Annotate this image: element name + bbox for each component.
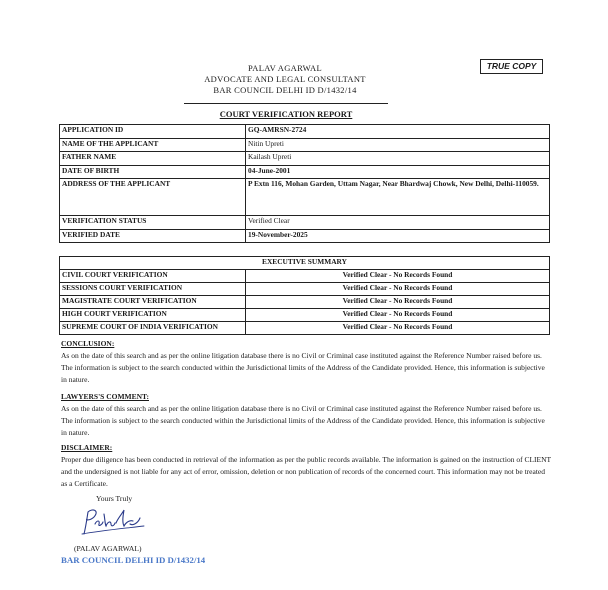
court-label: CIVIL COURT VERIFICATION [60, 270, 246, 283]
table-row [60, 179, 550, 216]
court-status: Verified Clear - No Records Found [246, 322, 550, 335]
true-copy-stamp: TRUE COPY [480, 59, 543, 74]
field-value: 04-June-2001 [246, 165, 550, 179]
field-value: Nitin Upreti [246, 138, 550, 152]
signature-icon [78, 504, 150, 540]
advocate-role: ADVOCATE AND LEGAL CONSULTANT [204, 74, 366, 84]
table-row [60, 309, 550, 322]
table-row [60, 322, 550, 335]
court-status: Verified Clear - No Records Found [246, 296, 550, 309]
field-value: Verified Clear [246, 216, 550, 230]
court-status: Verified Clear - No Records Found [246, 270, 550, 283]
lawyers-comment-text: As on the date of this search and as per the online litigation database there is no Civil or Criminal case instituted against the Reference Number raised before us. The information is subject to the search conducted within the Jurisdictional limits of the Address of the Candidate provided. Hence, this information is subjective in nature. [61, 404, 545, 437]
table-row [60, 270, 550, 283]
summary-heading: EXECUTIVE SUMMARY [60, 257, 550, 270]
field-label: DATE OF BIRTH [60, 165, 246, 179]
table-row [60, 152, 550, 166]
field-label: FATHER NAME [60, 152, 246, 166]
executive-summary-table [59, 256, 550, 335]
conclusion-text: As on the date of this search and as per the online litigation database there is no Civil or Criminal case instituted against the Reference Number raised before us. The information is subject to the search conducted within the Jurisdictional limits of the Address of the Candidate provided. Hence, this information is subjective in nature. [61, 351, 545, 384]
signatory-name: (PALAV AGARWAL) [74, 544, 142, 553]
bar-council-id: BAR COUNCIL DELHI ID D/1432/14 [213, 85, 357, 95]
field-value: 19-November-2025 [246, 229, 550, 243]
field-value: Kailash Upreti [246, 152, 550, 166]
applicant-details-table [59, 124, 550, 243]
table-row [60, 283, 550, 296]
table-row [60, 229, 550, 243]
court-status: Verified Clear - No Records Found [246, 283, 550, 296]
court-status: Verified Clear - No Records Found [246, 309, 550, 322]
field-value: P Extn 116, Mohan Garden, Uttam Nagar, Near Bhardwaj Chowk, New Delhi, Delhi-110059. [246, 179, 550, 216]
disclaimer-text: Proper due diligence has been conducted in retrieval of the information as per the public records available. The information is gained on the instruction of CLIENT and the undersigned is not liable for any act of error, omission, deletion or non publication of records of the concerned court. This information may not be treated as a Certificate. [61, 455, 551, 488]
court-label: HIGH COURT VERIFICATION [60, 309, 246, 322]
table-row [60, 125, 550, 139]
table-row [60, 165, 550, 179]
signatory-bar-id: BAR COUNCIL DELHI ID D/1432/14 [61, 555, 206, 565]
advocate-name: PALAV AGARWAL [248, 63, 322, 73]
table-row [60, 138, 550, 152]
field-label: VERIFIED DATE [60, 229, 246, 243]
field-label: NAME OF THE APPLICANT [60, 138, 246, 152]
closing-salutation: Yours Truly [96, 494, 133, 503]
table-header-row [60, 257, 550, 270]
field-label: APPLICATION ID [60, 125, 246, 139]
table-row [60, 296, 550, 309]
header-divider [184, 103, 388, 104]
disclaimer-heading: DISCLAIMER: [61, 443, 113, 452]
field-label: ADDRESS OF THE APPLICANT [60, 179, 246, 216]
court-label: SESSIONS COURT VERIFICATION [60, 283, 246, 296]
report-title: COURT VERIFICATION REPORT [219, 109, 353, 119]
field-value: GQ-AMRSN-2724 [246, 125, 550, 139]
field-label: VERIFICATION STATUS [60, 216, 246, 230]
court-label: MAGISTRATE COURT VERIFICATION [60, 296, 246, 309]
lawyers-comment-heading: LAWYERS'S COMMENT: [61, 392, 149, 401]
conclusion-heading: CONCLUSION: [61, 339, 115, 348]
table-row [60, 216, 550, 230]
court-label: SUPREME COURT OF INDIA VERIFICATION [60, 322, 246, 335]
